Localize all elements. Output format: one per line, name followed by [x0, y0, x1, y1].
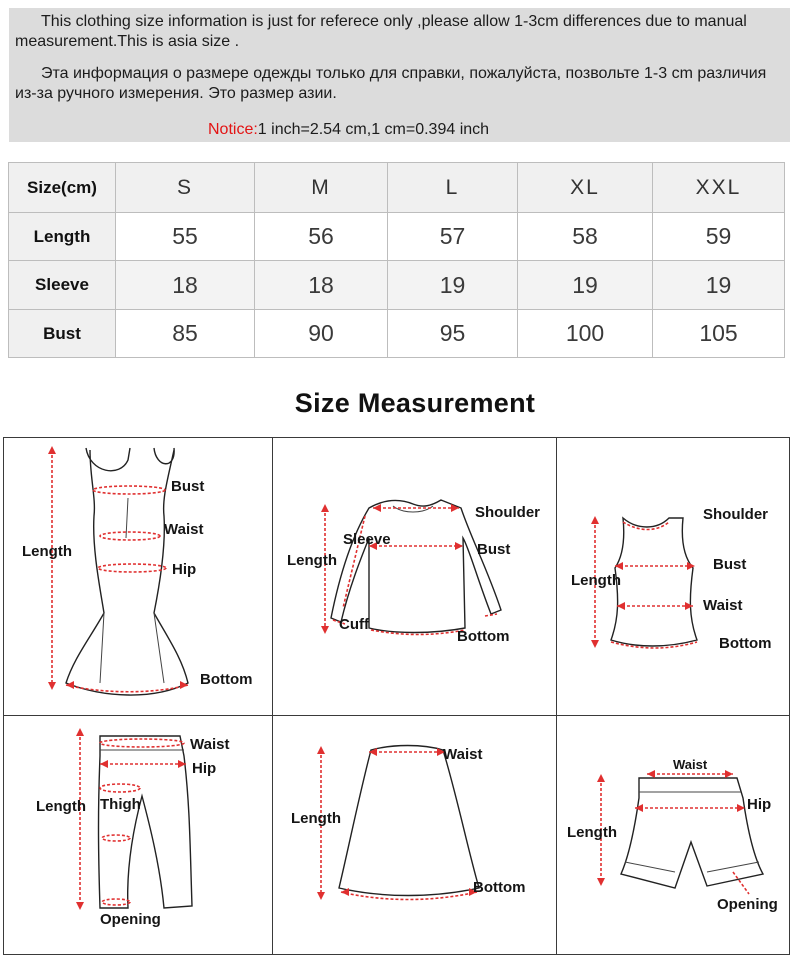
label-length: Length [291, 810, 341, 827]
label-length: Length [22, 543, 72, 560]
size-header-row [9, 163, 785, 213]
label-length: Length [287, 552, 337, 569]
table-cell: 59 [653, 213, 785, 261]
notice-russian: Эта информация о размере одежды только для справки, пожалуйста, позвольте 1-3 cm различия из-за ручного измерения. Это размер азии. [15, 65, 767, 102]
label-bust: Bust [171, 478, 205, 495]
shorts-diagram [556, 715, 790, 955]
skirt-illustration [273, 716, 557, 955]
table-cell: 58 [518, 213, 653, 261]
measurement-diagram-grid [3, 437, 790, 957]
label-opening: Opening [100, 911, 161, 928]
table-row [9, 261, 785, 310]
table-row [9, 310, 785, 358]
pants-diagram [3, 715, 273, 955]
table-cell: 56 [255, 213, 388, 261]
unit-conversion [208, 120, 489, 140]
row-label: Length [9, 213, 116, 261]
size-header-label: Size(cm) [9, 163, 116, 213]
size-col-header: XXL [653, 163, 785, 213]
label-hip: Hip [747, 796, 772, 813]
label-waist: Waist [443, 746, 483, 763]
size-chart-table [8, 162, 785, 358]
label-bottom: Bottom [473, 879, 526, 896]
label-waist: Waist [164, 521, 204, 538]
size-col-header: M [255, 163, 388, 213]
table-cell: 18 [255, 261, 388, 310]
label-bottom: Bottom [719, 635, 772, 652]
sweater-diagram [272, 437, 557, 716]
size-col-header: L [388, 163, 518, 213]
label-hip: Hip [172, 561, 197, 578]
label-length: Length [571, 572, 621, 589]
table-cell: 19 [518, 261, 653, 310]
notice-english: This clothing size information is just for referece only ,please allow 1-3cm differences due to manual measurement.This is asia size . [15, 13, 747, 50]
size-col-header: S [116, 163, 255, 213]
dress-diagram [3, 437, 273, 716]
size-measurement-title: Size Measurement [294, 388, 536, 418]
size-col-header: XL [518, 163, 653, 213]
label-length: Length [36, 798, 86, 815]
row-label: Sleeve [9, 261, 116, 310]
label-sleeve: Sleeve [343, 531, 391, 548]
label-waist: Waist [190, 736, 230, 753]
size-notice-panel [9, 8, 790, 142]
sweater-illustration [273, 438, 557, 716]
label-thigh: Thigh [100, 796, 141, 813]
table-cell: 105 [653, 310, 785, 358]
label-length: Length [567, 824, 617, 841]
label-waist: Waist [703, 597, 743, 614]
skirt-diagram [272, 715, 557, 955]
table-cell: 57 [388, 213, 518, 261]
table-cell: 90 [255, 310, 388, 358]
label-cuff: Cuff [339, 616, 369, 633]
label-bust: Bust [477, 541, 511, 558]
table-cell: 19 [653, 261, 785, 310]
table-row [9, 213, 785, 261]
row-label: Bust [9, 310, 116, 358]
table-cell: 95 [388, 310, 518, 358]
table-cell: 85 [116, 310, 255, 358]
table-cell: 100 [518, 310, 653, 358]
table-cell: 19 [388, 261, 518, 310]
label-bottom: Bottom [200, 671, 253, 688]
table-cell: 18 [116, 261, 255, 310]
table-cell: 55 [116, 213, 255, 261]
conversion-text: 1 inch=2.54 cm,1 cm=0.394 inch [257, 121, 490, 138]
notice-label: Notice: [208, 121, 258, 138]
label-hip: Hip [192, 760, 217, 777]
label-bottom: Bottom [457, 628, 510, 645]
label-opening: Opening [717, 896, 778, 913]
label-shoulder: Shoulder [475, 504, 541, 521]
vest-diagram [556, 437, 790, 716]
label-waist: Waist [673, 757, 708, 772]
label-shoulder: Shoulder [703, 506, 769, 523]
label-bust: Bust [713, 556, 747, 573]
